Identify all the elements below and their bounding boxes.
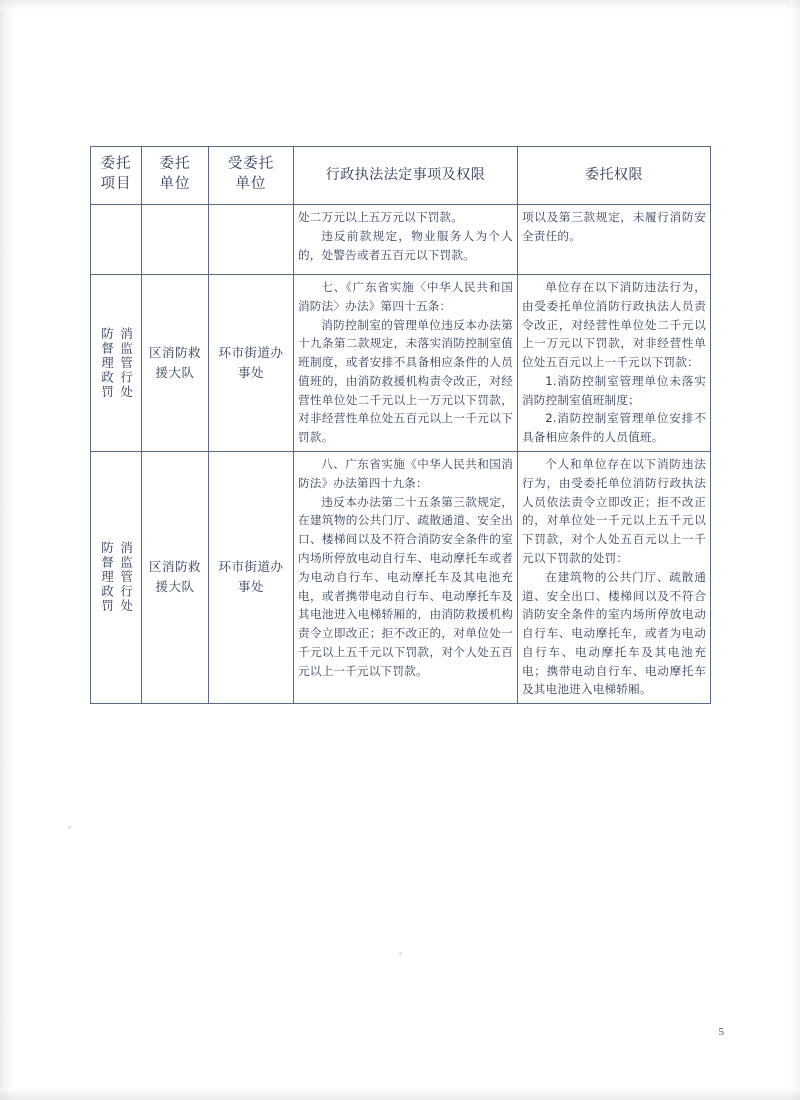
item-column-b: 防督理政罚	[99, 541, 115, 614]
cell-item	[91, 452, 142, 704]
cell-entrusting-unit: 区消防救援大队	[142, 452, 209, 704]
legal-matters-paragraph: 处二万元以上五万元以下罚款。	[298, 210, 464, 224]
authority-paragraph: 在建筑物的公共门厅、疏散通道、安全出口、楼梯间以及不符合消防安全条件的室内场所停放电动自行车、电动摩托车，或者为电动自行车、电动摩托车及其电池充电；携带电动自行车、电动摩托车及其电池进入电梯轿厢。	[522, 569, 706, 697]
cell-legal-matters	[294, 452, 518, 704]
cell-legal-matters	[294, 275, 518, 452]
header-entrusted-line2: 单位	[235, 176, 267, 192]
legal-matters-paragraph: 违反前款规定，物业服务人为个人的，处警告或者五百元以下罚款。	[298, 228, 513, 262]
cell-item	[91, 275, 142, 452]
header-entrusting-line2: 单位	[159, 176, 191, 192]
cell-authority	[518, 205, 711, 275]
cell-item	[91, 205, 142, 275]
scan-edge-left	[0, 0, 14, 1100]
legal-matters-paragraph: 八、广东省实施《中华人民共和国消防法》办法第四十九条：	[298, 457, 513, 490]
table-row	[91, 452, 711, 704]
authority-paragraph: 1.消防控制室管理单位未落实消防控制室值班制度；	[522, 373, 706, 407]
header-entrusted-line1: 受委托	[227, 156, 275, 173]
header-cell-legal-matters: 行政执法法定事项及权限	[294, 147, 518, 205]
cell-authority	[518, 452, 711, 704]
legal-matters-paragraph: 七、《广东省实施〈中华人民共和国消防法〉办法》第四十五条：	[298, 280, 513, 313]
header-cell-authority: 委托权限	[518, 147, 711, 205]
header-item-line2: 项目	[100, 176, 132, 192]
item-column-a: 消监管行处	[118, 541, 134, 614]
cell-authority	[518, 275, 711, 452]
cell-legal-matters	[294, 205, 518, 275]
header-item-line1: 委托	[100, 156, 132, 173]
authority-paragraph: 单位存在以下消防违法行为，由受委托单位消防行政执法人员责令改正，对经营性单位处二千元以上一万元以下罚款，对非经营性单位处五百元以上一千元以下罚款：	[522, 280, 706, 370]
table-row	[91, 205, 711, 275]
vertical-label	[91, 452, 141, 703]
header-entrusting-line1: 委托	[159, 156, 191, 173]
header-cell-entrusting-unit	[142, 147, 209, 205]
delegation-table	[90, 146, 711, 704]
table-header-row	[91, 147, 711, 205]
header-cell-entrusted-unit	[209, 147, 294, 205]
header-cell-item	[91, 147, 142, 205]
item-column-b: 防督理政罚	[99, 326, 115, 400]
cell-entrusted-unit: 环市街道办事处	[209, 275, 294, 452]
item-column-a: 消监管行处	[118, 326, 134, 400]
cell-entrusted-unit	[209, 205, 294, 275]
legal-matters-paragraph: 消防控制室的管理单位违反本办法第十九条第二款规定，未落实消防控制室值班制度，或者安排不具备相应条件的人员值班的，由消防救援机构责令改正，对经营性单位处二千元以上一万元以下罚款，对非经营性单位处五百元以上一千元以下罚款。	[298, 317, 513, 445]
scan-edge-top	[0, 0, 800, 10]
cell-entrusting-unit: 区消防救援大队	[142, 275, 209, 452]
scan-speck	[399, 952, 402, 955]
authority-paragraph: 个人和单位存在以下消防违法行为，由受委托单位消防行政执法人员依法责令立即改正；拒不改正的，对单位处一千元以上五千元以下罚款，对个人处五百元以上一千元以下罚款的处罚：	[522, 457, 706, 565]
authority-paragraph: 2.消防控制室管理单位安排不具备相应条件的人员值班。	[522, 411, 706, 445]
scan-edge-bottom	[0, 1088, 800, 1100]
table-row	[91, 275, 711, 452]
legal-matters-paragraph: 违反本办法第二十五条第三款规定，在建筑物的公共门厅、疏散通道、安全出口、楼梯间以及不符合消防安全条件的室内场所停放电动自行车、电动摩托车或者为电动自行车、电动摩托车及其电池充电，或者携带电动自行车、电动摩托车及其电池进入电梯轿厢的，由消防救援机构责令立即改正；拒不改正的，对单位处一千元以上五千元以下罚款，对个人处五百元以上一千元以下罚款。	[298, 494, 513, 678]
scan-edge-right	[790, 0, 800, 1100]
authority-paragraph: 项以及第三款规定，未履行消防安全责任的。	[522, 210, 706, 243]
scan-speck	[68, 826, 71, 829]
cell-entrusted-unit: 环市街道办事处	[209, 452, 294, 704]
vertical-label	[91, 275, 141, 451]
cell-entrusting-unit	[142, 205, 209, 275]
page-number: 5	[718, 1026, 724, 1038]
